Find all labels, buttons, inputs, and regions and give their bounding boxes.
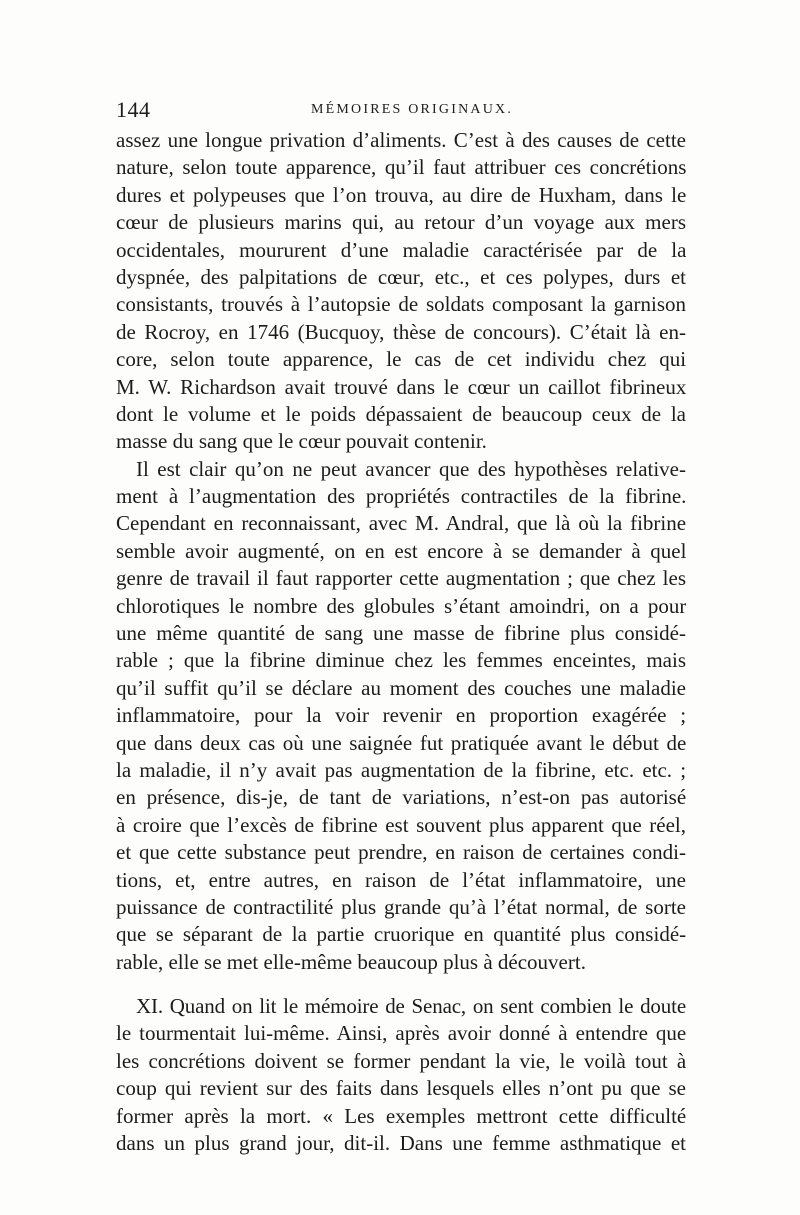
text-line: M. W. Richardson avait trouvé dans le cœur un caillot fibrineux bbox=[116, 374, 686, 399]
page-number: 144 bbox=[116, 97, 151, 122]
text-line: dyspnée, des palpitations de cœur, etc., et ces polypes, durs et bbox=[116, 264, 686, 289]
text-line: core, selon toute apparence, le cas de cet individu chez qui bbox=[116, 347, 686, 372]
text-line: une même quantité de sang une masse de fibrine plus considé- bbox=[116, 621, 686, 646]
text-line: assez une longue privation d’aliments. C’est à des causes de cette bbox=[116, 128, 686, 152]
text-line: occidentales, moururent d’une maladie caractérisée par de la bbox=[116, 237, 686, 262]
text-line: genre de travail il faut rapporter cette augmentation ; que chez les bbox=[116, 566, 686, 591]
text-line: les concrétions doivent se former pendant la vie, le voilà tout à bbox=[116, 1048, 686, 1073]
text-line: rable ; que la fibrine diminue chez les femmes enceintes, mais bbox=[116, 648, 686, 673]
text-line: dont le volume et le poids dépassaient de beaucoup ceux de la bbox=[116, 401, 686, 426]
text-line: Cependant en reconnaissant, avec M. Andral, que là où la fibrine bbox=[116, 511, 686, 536]
text-line: qu’il suffit qu’il se déclare au moment des couches une maladie bbox=[116, 675, 686, 700]
text-line: que dans deux cas où une saignée fut pratiquée avant le début de bbox=[116, 730, 686, 755]
text-line: former après la mort. « Les exemples mettront cette difficulté bbox=[116, 1103, 686, 1128]
text-line: inflammatoire, pour la voir revenir en proportion exagérée ; bbox=[116, 703, 686, 728]
body-text-section-xi bbox=[116, 993, 686, 1157]
text-line: semble avoir augmenté, on en est encore à se demander à quel bbox=[116, 538, 686, 563]
text-line: dures et polypeuses que l’on trouva, au dire de Huxham, dans le bbox=[116, 182, 686, 207]
text-line: à croire que l’excès de fibrine est souvent plus apparent que réel, bbox=[116, 812, 686, 837]
text-line: Il est clair qu’on ne peut avancer que des hypothèses relative- bbox=[136, 456, 686, 481]
text-line: dans un plus grand jour, dit-il. Dans une femme asthmatique et bbox=[116, 1130, 686, 1155]
text-line: masse du sang que le cœur pouvait contenir. bbox=[116, 429, 487, 454]
paragraph-2 bbox=[116, 456, 686, 976]
text-line: que se séparant de la partie cruorique en quantité plus considé- bbox=[116, 922, 686, 947]
text-line: rable, elle se met elle-même beaucoup plus à découvert. bbox=[116, 949, 586, 974]
text-line: et que cette substance peut prendre, en raison de certaines condi- bbox=[116, 840, 686, 865]
text-line: consistants, trouvés à l’autopsie de soldats composant la garnison bbox=[116, 292, 686, 317]
text-line: tions, et, entre autres, en raison de l’état inflammatoire, une bbox=[116, 867, 686, 892]
text-line: de Rocroy, en 1746 (Bucquoy, thèse de concours). C’était là en- bbox=[116, 319, 686, 344]
paragraph-1 bbox=[116, 127, 686, 456]
running-title: MÉMOIRES ORIGINAUX. bbox=[311, 102, 514, 117]
running-head bbox=[116, 97, 686, 127]
text-line: cœur de plusieurs marins qui, au retour d’un voyage aux mers bbox=[116, 210, 686, 235]
text-line: le tourmentait lui-même. Ainsi, après avoir donné à entendre que bbox=[116, 1021, 686, 1046]
text-line: la maladie, il n’y avait pas augmentation de la fibrine, etc. etc. ; bbox=[116, 757, 686, 782]
text-line: nature, selon toute apparence, qu’il faut attribuer ces concrétions bbox=[116, 155, 686, 180]
paragraph-3 bbox=[116, 993, 686, 1157]
text-line: XI. Quand on lit le mémoire de Senac, on sent combien le doute bbox=[136, 994, 686, 1018]
body-text-upper bbox=[116, 127, 686, 976]
text-line: chlorotiques le nombre des globules s’étant amoindri, on a pour bbox=[116, 593, 686, 618]
text-line: en présence, dis-je, de tant de variations, n’est-on pas autorisé bbox=[116, 785, 686, 810]
text-line: coup qui revient sur des faits dans lesquels elles n’ont pu que se bbox=[116, 1076, 686, 1101]
text-line: ment à l’augmentation des propriétés contractiles de la fibrine. bbox=[116, 484, 686, 509]
text-line: puissance de contractilité plus grande qu’à l’état normal, de sorte bbox=[116, 894, 686, 919]
